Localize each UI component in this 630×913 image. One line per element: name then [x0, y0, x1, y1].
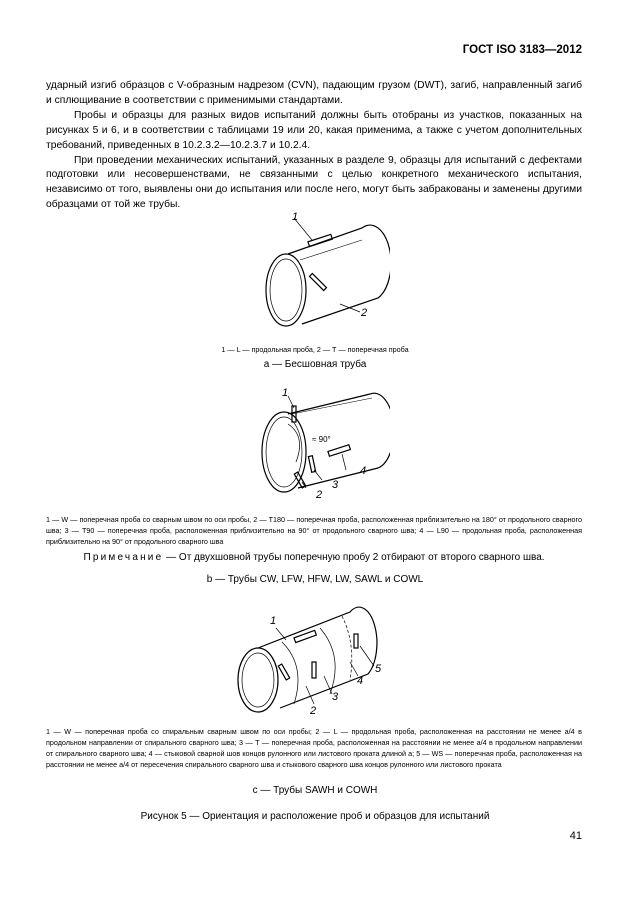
leader-line [314, 470, 322, 480]
specimen-transverse [308, 456, 315, 472]
note-text: — От двухшовной трубы поперечную пробу 2 отбирают от второго сварного шва. [166, 552, 545, 563]
figure-label: 5 [375, 663, 382, 675]
pipe-body-outline [288, 393, 390, 488]
figure-label: 2 [316, 489, 323, 501]
figure-c-spiral-pipe [224, 604, 394, 719]
figure-label: 2 [310, 705, 317, 717]
figure-b-legend: 1 — W — поперечная проба со сварным швом по оси пробы, 2 — Т180 — поперечная проба, расположенная приблизительно на 180° от продольного сварного шва; 3 — Т90 — поперечная проба, расположенная приблизительно на 90° от продольного сварного шва; 4 — L90 — продольная проба, расположенная приблизительно на 90° от продольного сварного шва [46, 515, 582, 546]
leader-line [360, 646, 374, 666]
specimen-transverse [310, 274, 327, 291]
leader-line [276, 628, 286, 640]
figure-label: 3 [332, 479, 339, 491]
figure-label: 3 [332, 691, 339, 703]
page-header: ГОСТ ISO 3183—2012 [462, 44, 582, 56]
pipe-seam-line [292, 398, 372, 414]
figure-caption: Рисунок 5 — Ориентация и расположение проб и образцов для испытаний [140, 811, 490, 822]
figure-a-legend: 1 — L — продольная проба, 2 — Т — поперечная проба [221, 345, 409, 354]
figure-b-note [46, 552, 582, 563]
figure-c-caption: c — Трубы SAWH и COWH [252, 785, 378, 796]
leader-line [324, 676, 332, 694]
figure-a-caption: a — Бесшовная труба [263, 359, 367, 370]
angle-label: ≈ 90° [312, 435, 331, 444]
leader-line [342, 454, 346, 470]
specimen-transverse [354, 634, 358, 648]
pipe-inner-ellipse [242, 653, 274, 707]
spiral-weld [282, 642, 298, 704]
figure-label: 2 [361, 307, 368, 319]
butt-weld [342, 616, 352, 680]
figure-b-welded-pipe [250, 384, 390, 504]
paragraph: При проведении механических испытаний, указанных в разделе 9, образцы для испытаний с дефектами подготовки или несовершенствами, не связанными с целью конкретного механического испытания, независимо от того, выявлены они до испытания или после него, могут быть забракованы и заменены другими образцами от той же трубы. [46, 154, 582, 211]
figure-label: 4 [360, 465, 367, 477]
page-number: 41 [569, 830, 582, 842]
paragraph: Пробы и образцы для разных видов испытаний должны быть отобраны из участков, показанных на рисунках 5 и 6, и в соответствии с таблицами 19 или 20, какая применима, а также с учетом дополнительных требований, приведенных в 10.2.3.2—10.2.3.7 и 10.2.4. [46, 109, 582, 151]
specimen-transverse [312, 662, 316, 678]
leader-line [350, 662, 358, 676]
pipe-inner-ellipse [266, 417, 302, 487]
figure-label: 1 [270, 615, 277, 627]
specimen-longitudinal [328, 445, 350, 457]
figure-b-caption: b — Трубы CW, LFW, HFW, LW, SAWL и COWL [206, 574, 424, 585]
figure-label: 4 [357, 675, 364, 687]
body-text [46, 79, 582, 213]
figure-label: 1 [292, 211, 299, 223]
figure-a-seamless-pipe [240, 206, 390, 336]
figure-c-legend: 1 — W — поперечная проба со спиральным сварным швом по оси пробы; 2 — L — продольная проба, расположенная на расстоянии не менее a/4 в продольном направлении от спирального сварного шва; 3 — Т — поперечная проба, расположенная на расстоянии не менее a/4 в продольном направлении от спирального сварного шва; 4 — стыковой сварной шов концов рулонного или листового проката длиной a; 5 — WS — поперечная проба, расположенная на расстоянии не менее a/4 от пересечения спирального сварного шва и стыкового сварного шва концов рулонного или листового проката [46, 727, 582, 769]
figure-label: 1 [282, 387, 289, 399]
pipe-end-ellipse [266, 254, 306, 326]
pipe-end-ellipse [262, 412, 306, 492]
pipe-seam-line [300, 240, 362, 260]
paragraph: ударный изгиб образцов с V-образным надрезом (CVN), падающим грузом (DWT), загиб, направленный загиб и сплющивание в соответствии с применимыми стандартами. [46, 80, 582, 106]
pipe-end-ellipse [238, 648, 278, 712]
leader-line [288, 396, 294, 408]
specimen-transverse [278, 664, 289, 680]
specimen-longitudinal [308, 234, 332, 246]
note-label: Примечание [83, 552, 164, 563]
pipe-inner-ellipse [270, 259, 302, 321]
